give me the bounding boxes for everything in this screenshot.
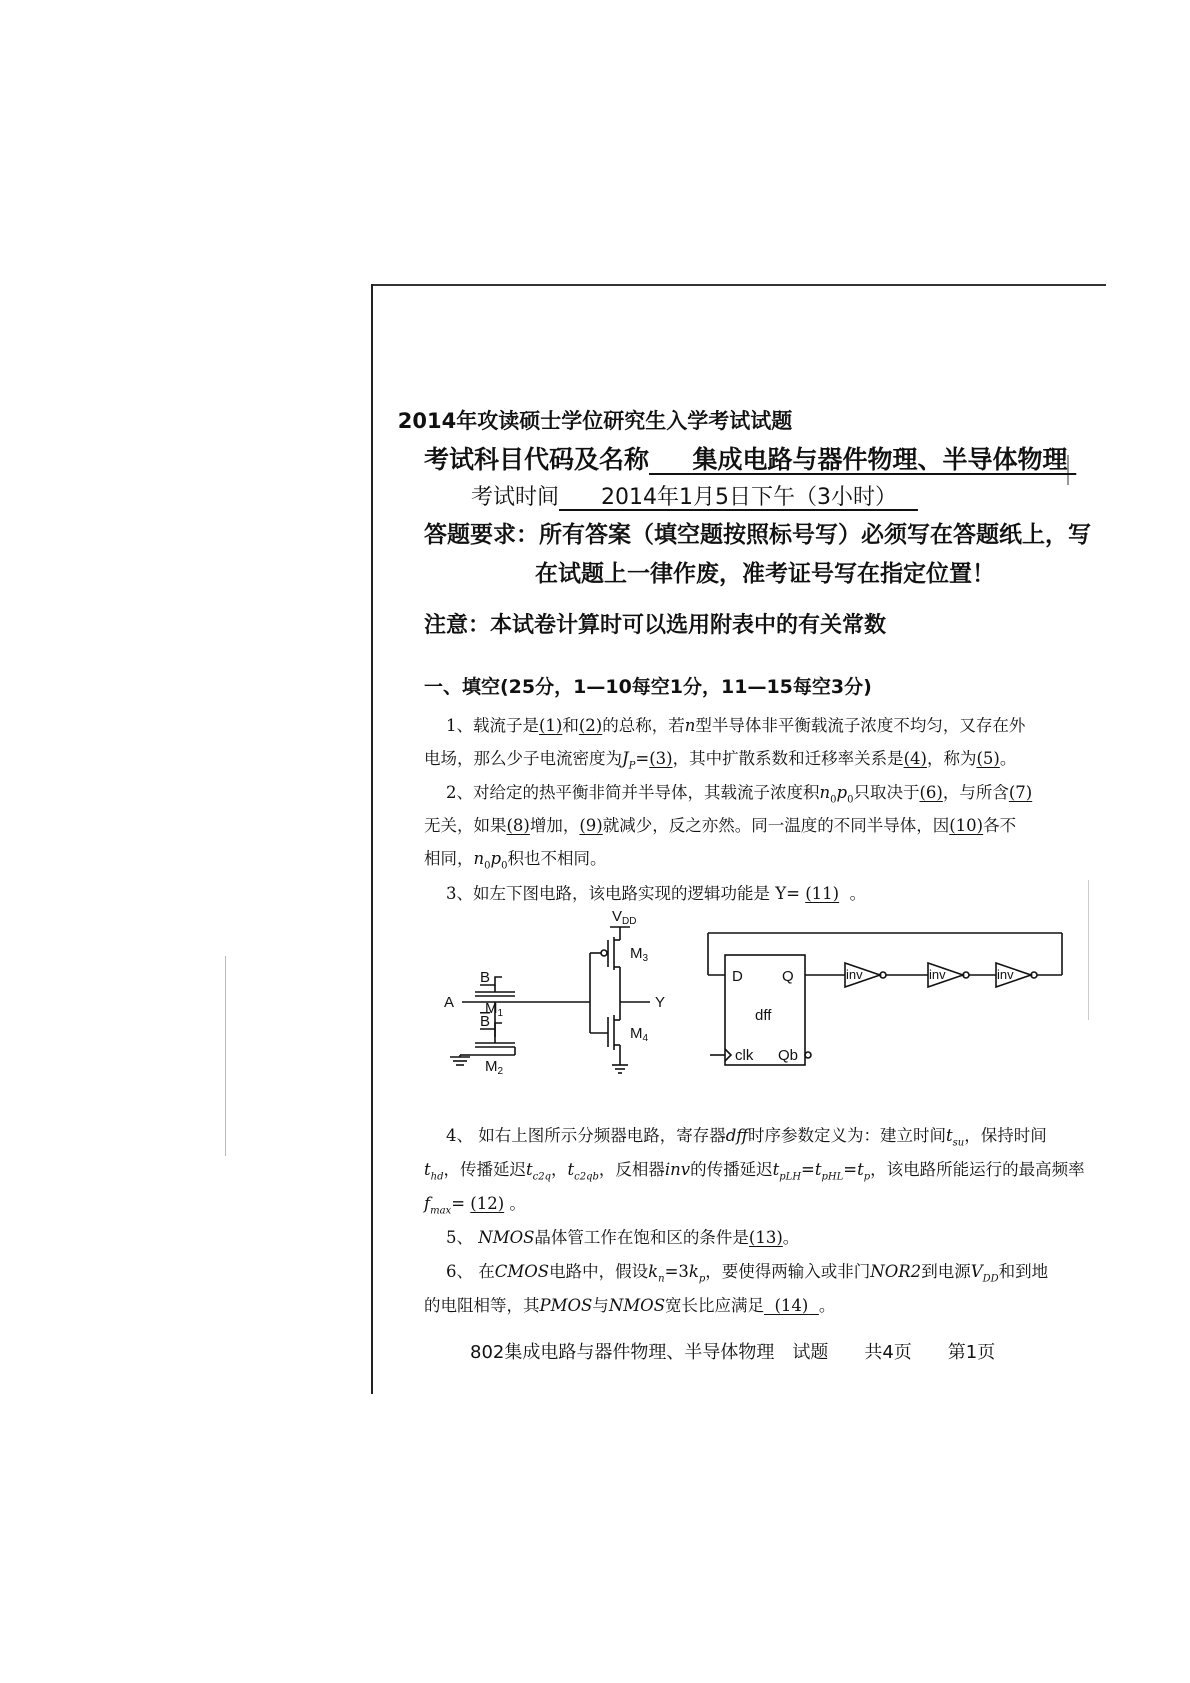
inv3-label: inv [997, 967, 1014, 982]
requirement-line-1: 答题要求：所有答案（填空题按照标号写）必须写在答题纸上，写 [424, 522, 1091, 548]
blank-13: (13) [748, 1228, 783, 1247]
bbar-label: B [480, 1013, 491, 1030]
blank-2: (2) [578, 716, 603, 735]
b-label: B [480, 969, 491, 986]
subject-line [424, 440, 1076, 476]
q2-line2: 无关，如果(8)增加，(9)就减少，反之亦然。同一温度的不同半导体，因(10)各不 [424, 816, 1017, 835]
requirement-line-2: 在试题上一律作废，准考证号写在指定位置！ [535, 561, 995, 587]
q4-line2: $t_{hd}$，传播延迟$t_{c2q}$，$t_{c2qb}$，反相器inv的传播延迟$t_{pLH}=t_{pHL}=t_p$，该电路所能运行的最高频率 [424, 1160, 1085, 1183]
q4-line1: 4、 如右上图所示分频器电路，寄存器dff时序参数定义为：建立时间$t_{su}$，保持时间 [446, 1126, 1047, 1149]
q1-line2: 电场，那么少子电流密度为$J_P=(3)$，其中扩散系数和迁移率关系是(4)，称为(5)。 [424, 749, 1017, 772]
inv2-label: inv [929, 967, 946, 982]
note-line: 注意：本试卷计算时可以选用附表中的有关常数 [424, 613, 887, 638]
blank-4: (4) [903, 749, 927, 768]
blank-9: (9) [579, 816, 603, 835]
q2-line1: 2、对给定的热平衡非简并半导体，其载流子浓度积$n_0p_0$只取决于(6)，与所含(7) [446, 783, 1033, 806]
page-footer: 802集成电路与器件物理、半导体物理 试题 共4页 第1页 [470, 1342, 996, 1363]
q6-line2: 的电阻相等，其PMOS与NMOS宽长比应满足 (14) 。 [424, 1296, 836, 1315]
time-value: 2014年1月5日下午（3小时） [600, 485, 897, 510]
scan-mark [225, 956, 226, 1156]
q6-line1: 6、 在CMOS电路中，假设$k_n=3k_p$，要使得两输入或非门NOR2到电源$V_{DD}$和到地 [446, 1262, 1049, 1285]
m2-label: $M_2$ [485, 1058, 504, 1077]
vdd-label: $V_{DD}$ [612, 908, 637, 927]
a-label: A [444, 994, 455, 1011]
m4-label: $M_4$ [630, 1025, 649, 1044]
d-label: D [732, 968, 743, 985]
cmos-circuit-diagram [440, 905, 680, 1080]
dff-label: dff [755, 1007, 772, 1024]
subject-label: 考试科目代码及名称 [424, 445, 650, 474]
subject-name: 集成电路与器件物理、半导体物理 [692, 445, 1068, 474]
q5-line: 5、 NMOS晶体管工作在饱和区的条件是(13)。 [446, 1228, 800, 1247]
q3-line: 3、如左下图电路，该电路实现的逻辑功能是 Y= (11) 。 [446, 884, 867, 903]
blank-1: (1) [539, 716, 563, 735]
blank-5: (5) [976, 749, 1000, 768]
inv1-label: inv [846, 967, 863, 982]
exam-title: 2014年攻读硕士学位研究生入学考试试题 [397, 409, 793, 433]
page-border-left [371, 284, 373, 1394]
q1-line1: 1、载流子是(1)和(2)的总称，若n型半导体非平衡载流子浓度不均匀，又存在外 [446, 716, 1026, 735]
blank-6: (6) [919, 783, 943, 802]
q2-line3: 相同，$n_0p_0$积也不相同。 [424, 849, 607, 872]
q-label: Q [782, 968, 794, 985]
section-heading: 一、填空(25分，1—10每空1分，11—15每空3分) [424, 676, 872, 698]
clk-label: clk [735, 1047, 754, 1064]
divider-circuit-diagram [700, 925, 1080, 1070]
m3-label: $M_3$ [630, 945, 649, 964]
blank-12: (12) [470, 1194, 505, 1213]
m1-label: $M_1$ [485, 1000, 504, 1019]
scan-mark [1088, 880, 1089, 1020]
qb-label: Qb [778, 1047, 799, 1064]
blank-8: (8) [506, 816, 530, 835]
blank-11: (11) [805, 884, 840, 903]
blank-14: (14) [774, 1296, 809, 1315]
blank-7: (7) [1008, 783, 1033, 802]
time-label: 考试时间 [471, 485, 560, 510]
y-label: Y [655, 994, 666, 1011]
time-line [471, 480, 918, 511]
q4-line3: $f_{max}= (12)$ 。 [424, 1194, 526, 1217]
blank-3: (3) [649, 749, 673, 768]
page-border-top [371, 284, 1106, 286]
blank-10: (10) [949, 816, 984, 835]
